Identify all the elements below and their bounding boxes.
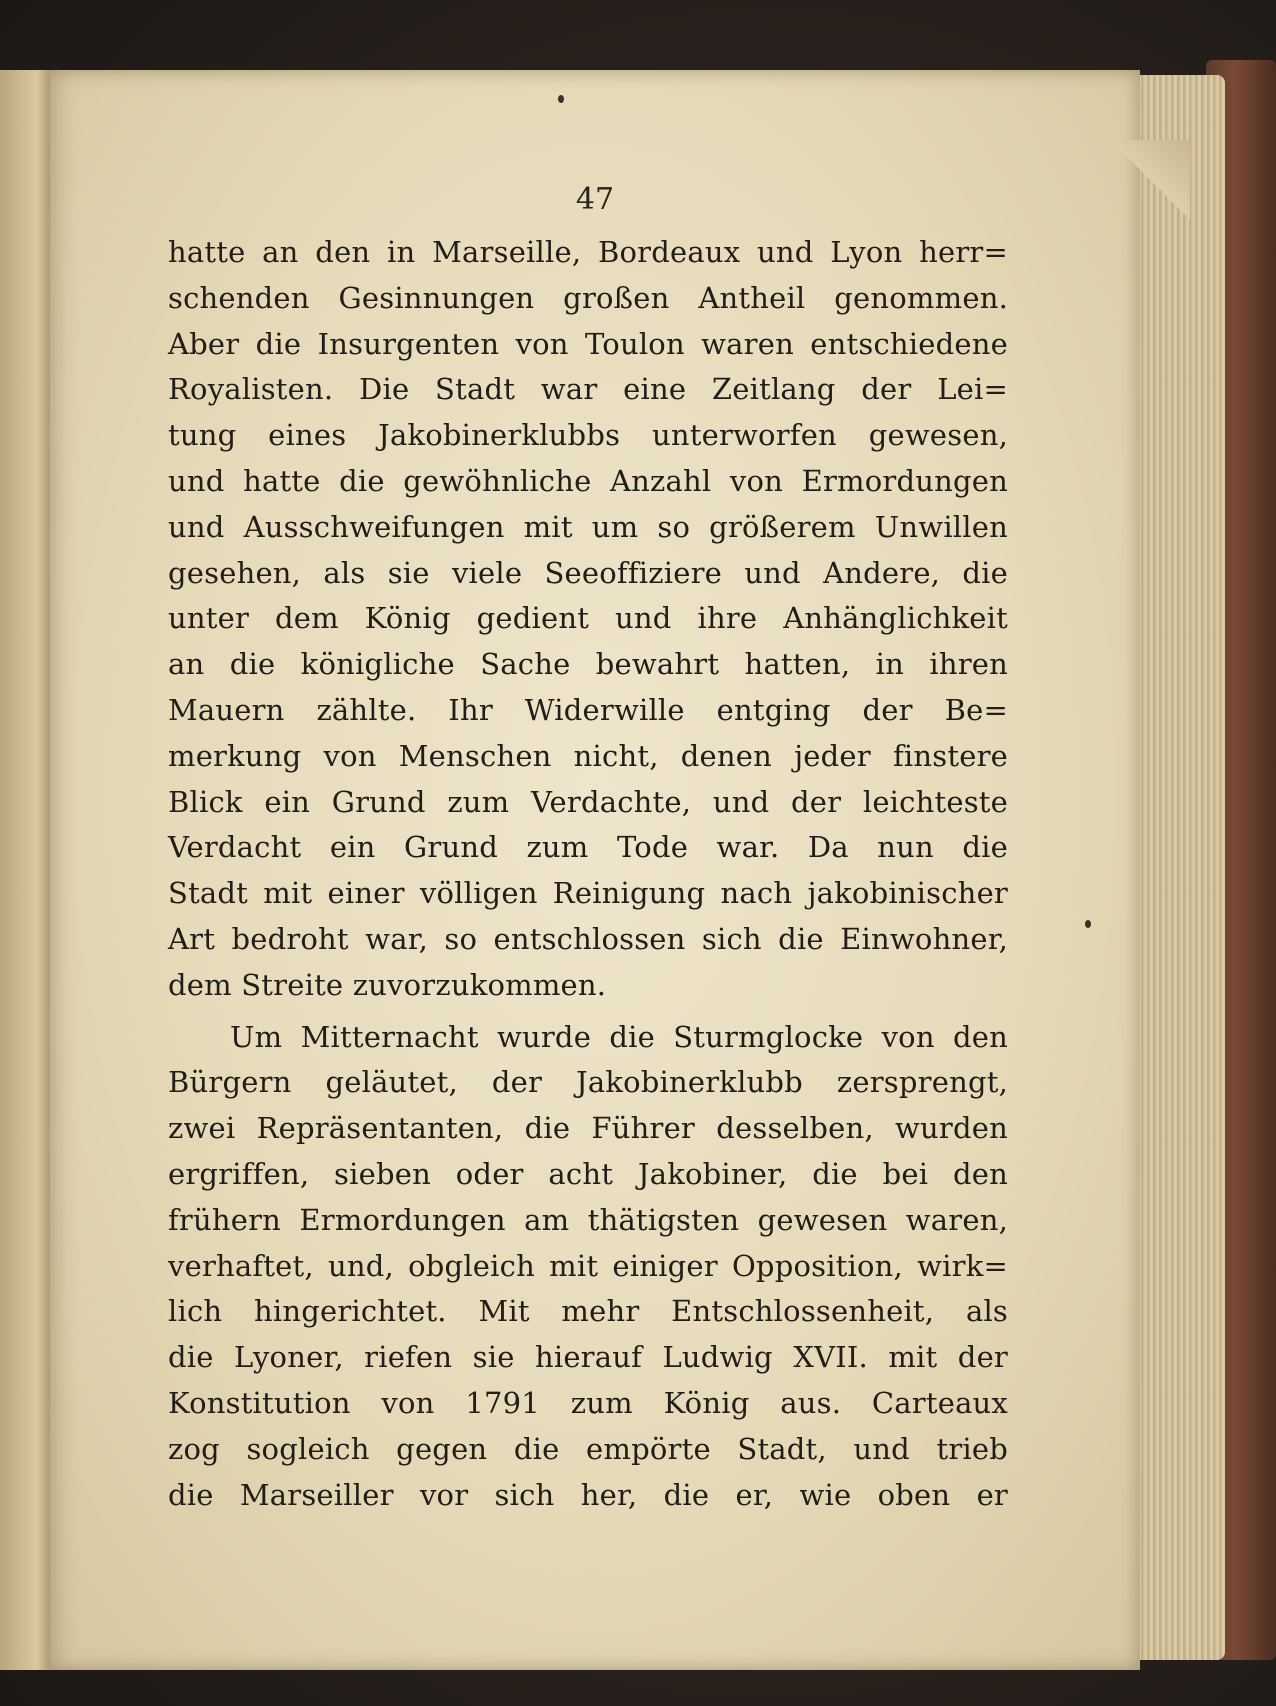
text-line: gesehen, als sie viele Seeoffiziere und Andere, die	[168, 555, 1008, 590]
text-line: zwei Repräsentanten, die Führer desselben, wurden	[168, 1111, 1008, 1146]
text-line: Konstitution von 1791 zum König aus. Carteaux	[168, 1385, 1008, 1420]
text-line: schenden Gesinnungen großen Antheil genommen.	[168, 280, 1008, 315]
text-line: die Lyoner, riefen sie hierauf Ludwig XVII. mit der	[168, 1340, 1008, 1375]
text-line: frühern Ermordungen am thätigsten gewesen waren,	[168, 1202, 1008, 1237]
text-line: Mauern zählte. Ihr Widerwille entging der Be=	[168, 692, 1008, 727]
text-line: und Ausschweifungen mit um so größerem Unwillen	[168, 509, 1008, 544]
text-line: Blick ein Grund zum Verdachte, und der leichteste	[168, 784, 1008, 819]
text-line: Royalisten. Die Stadt war eine Zeitlang der Lei=	[168, 372, 1008, 407]
text-line: tung eines Jakobinerklubbs unterworfen gewesen,	[168, 418, 1008, 453]
text-line: Stadt mit einer völligen Reinigung nach jakobinischer	[168, 876, 1008, 911]
text-line: an die königliche Sache bewahrt hatten, in ihren	[168, 647, 1008, 682]
text-line: die Marseiller vor sich her, die er, wie oben er	[168, 1477, 1008, 1512]
text-line: hatte an den in Marseille, Bordeaux und Lyon herr=	[168, 235, 1008, 269]
text-line: ergriffen, sieben oder acht Jakobiner, die bei den	[168, 1156, 1008, 1191]
book-page	[50, 70, 1140, 1670]
ink-speck	[1085, 920, 1091, 928]
text-line: zog sogleich gegen die empörte Stadt, und trieb	[168, 1431, 1008, 1466]
text-line: Art bedroht war, so entschlossen sich die Einwohner,	[168, 921, 1008, 956]
text-line: merkung von Menschen nicht, denen jeder finstere	[168, 738, 1008, 773]
text-line: Bürgern geläutet, der Jakobinerklubb zersprengt,	[168, 1065, 1008, 1100]
text-line: und hatte die gewöhnliche Anzahl von Ermordungen	[168, 463, 1008, 498]
ink-speck	[558, 95, 564, 103]
facing-page-edge	[0, 70, 52, 1670]
text-line: dem Streite zuvorzukommen.	[168, 967, 607, 1002]
page-number: 47	[575, 182, 615, 217]
text-line: lich hingerichtet. Mit mehr Entschlossenheit, als	[168, 1294, 1008, 1329]
text-line: verhaftet, und, obgleich mit einiger Opposition, wirk=	[168, 1248, 1008, 1283]
body-text	[168, 230, 1008, 1518]
text-line: unter dem König gedient und ihre Anhänglichkeit	[168, 601, 1008, 636]
text-line: Verdacht ein Grund zum Tode war. Da nun die	[168, 830, 1008, 865]
text-line: Um Mitternacht wurde die Sturmglocke von den	[230, 1019, 1008, 1054]
text-line: Aber die Insurgenten von Toulon waren entschiedene	[168, 326, 1008, 361]
